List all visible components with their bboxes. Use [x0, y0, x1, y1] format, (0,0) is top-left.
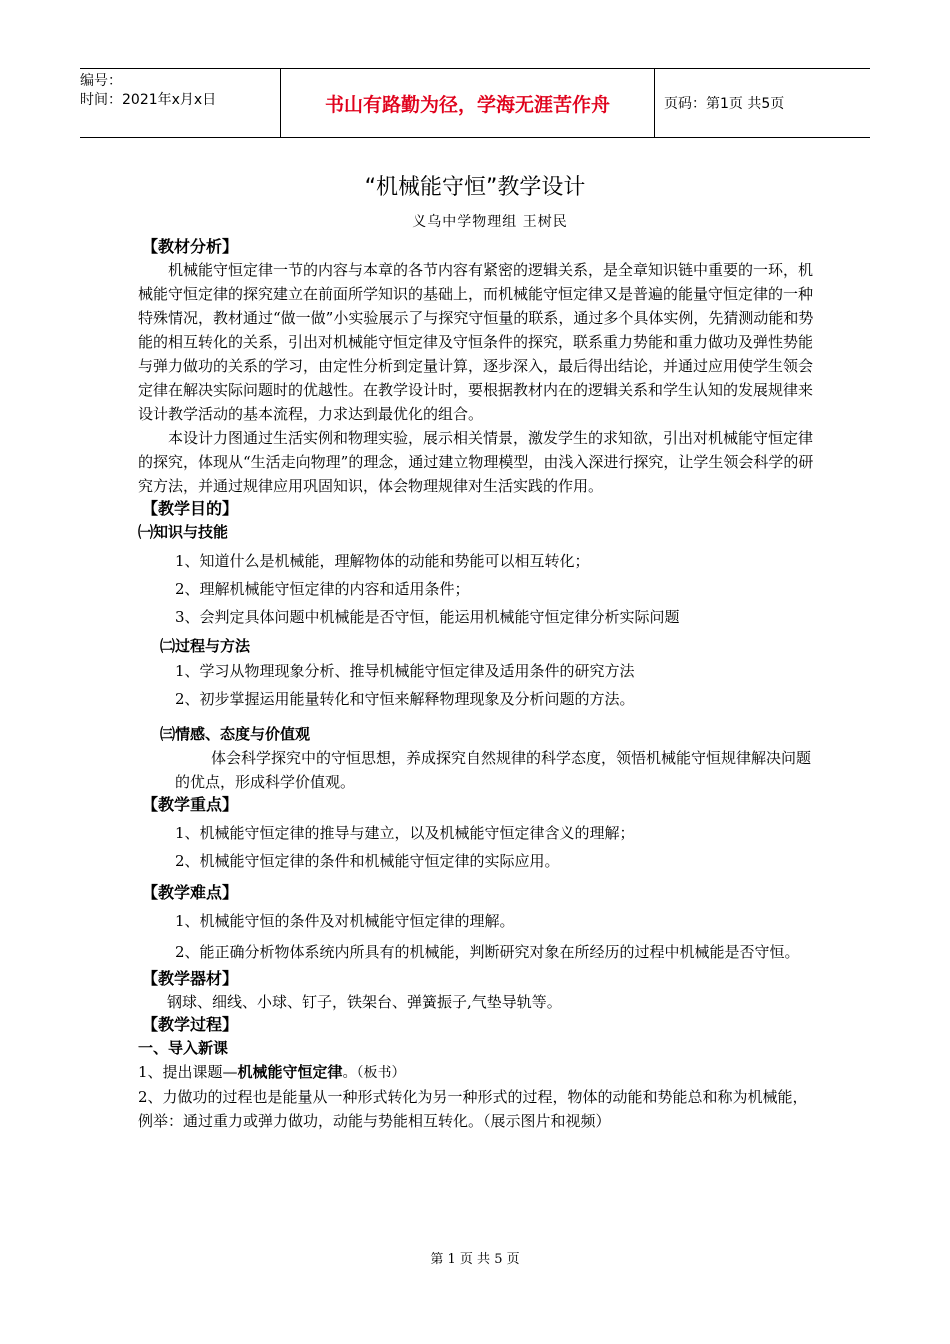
section-heading-goals: 【教学目的】	[142, 499, 239, 518]
page-footer: 第 1 页 共 5 页	[430, 1252, 520, 1267]
process-item-1-prefix: 1、提出课题—	[138, 1063, 238, 1081]
header-motto: 书山有路勤为径，学海无涯苦作舟	[280, 69, 655, 137]
process-item-1	[138, 1060, 818, 1085]
section-heading-key-points: 【教学重点】	[142, 795, 239, 814]
difficulty-item	[138, 940, 818, 964]
analysis-paragraph-1: 机械能守恒定律一节的内容与本章的各节内容有紧密的逻辑关系，是全章知识链中重要的一环，机械能守恒定律的探究建立在前面所学知识的基础上，而机械能守恒定律又是普遍的能量守恒定律的一种特殊情况，教材通过“做一做”小实验展示了与探究守恒量的联系，通过多个具体实例，先猜测动能和势能的相互转化的关系，引出对机械能守恒定律及守恒条件的探究，联系重力势能和重力做功及弹性势能与弹力做功的关系的学习，由定性分析到定量计算，逐步深入，最后得出结论，并通过应用使学生领会定律在解决实际问题时的优越性。在教学设计时，要根据教材内在的逻辑关系和学生认知的发展规律来设计教学活动的基本流程，力求达到最优化的组合。	[138, 261, 814, 423]
document-title: “机械能守恒”教学设计	[364, 175, 586, 200]
equipment-text: 钢球、细线、小球、钉子，铁架台、弹簧振子,气垫导轨等。	[167, 993, 562, 1011]
process-item-1-topic: 机械能守恒定律	[237, 1063, 343, 1081]
section-heading-difficulties: 【教学难点】	[142, 883, 239, 902]
section-heading-analysis: 【教材分析】	[142, 237, 239, 256]
subheading-knowledge: ㈠知识与技能	[138, 523, 229, 541]
document-date: 时间：2021年x月x日	[80, 92, 217, 108]
knowledge-item: 3、会判定具体问题中机械能是否守恒，能运用机械能守恒定律分析实际问题	[175, 608, 680, 626]
document-body	[138, 236, 818, 1133]
process-method-item: 1、学习从物理现象分析、推导机械能守恒定律及适用条件的研究方法	[175, 662, 635, 680]
process-item-2: 2、力做功的过程也是能量从一种形式转化为另一种形式的过程，物体的动能和势能总和称为机械能，例举：通过重力或弹力做功，动能与势能相互转化。（展示图片和视频）	[138, 1088, 808, 1130]
process-method-item: 2、初步掌握运用能量转化和守恒来解释物理现象及分析问题的方法。	[175, 690, 635, 708]
key-point-item: 1、机械能守恒定律的推导与建立，以及机械能守恒定律含义的理解；	[175, 824, 635, 842]
subheading-emotion: ㈢情感、态度与价值观	[160, 725, 311, 743]
key-point-item: 2、机械能守恒定律的条件和机械能守恒定律的实际应用。	[175, 852, 560, 870]
subheading-process-method: ㈡过程与方法	[160, 637, 251, 655]
page-header	[80, 68, 870, 138]
process-item-1-suffix: 。（板书）	[342, 1065, 406, 1081]
difficulty-item: 1、机械能守恒的条件及对机械能守恒定律的理解。	[175, 912, 515, 930]
header-page-info: 页码：第1页 共5页	[664, 96, 785, 112]
process-part-1-heading: 一、导入新课	[138, 1039, 229, 1057]
knowledge-item: 2、理解机械能守恒定律的内容和适用条件；	[175, 580, 470, 598]
section-heading-process: 【教学过程】	[142, 1015, 239, 1034]
document-author: 义乌中学物理组 王树民	[412, 214, 568, 230]
emotion-paragraph: 体会科学探究中的守恒思想，养成探究自然规律的科学态度，领悟机械能守恒规律解决问题的优点，形成科学价值观。	[175, 749, 812, 791]
document-number-label: 编号：	[80, 73, 122, 89]
difficulty-item-text: 2、能正确分析物体系统内所具有的机械能，判断研究对象在所经历的过程中机械能是否守恒。	[175, 943, 800, 961]
knowledge-item: 1、知道什么是机械能，理解物体的动能和势能可以相互转化；	[175, 552, 590, 570]
header-left	[80, 69, 280, 137]
analysis-paragraph-2: 本设计力图通过生活实例和物理实验，展示相关情景，激发学生的求知欲，引出对机械能守恒定律的探究，体现从“生活走向物理”的理念，通过建立物理模型，由浅入深进行探究，让学生领会科学的研究方法，并通过规律应用巩固知识，体会物理规律对生活实践的作用。	[138, 429, 814, 495]
section-heading-equipment: 【教学器材】	[142, 969, 239, 988]
